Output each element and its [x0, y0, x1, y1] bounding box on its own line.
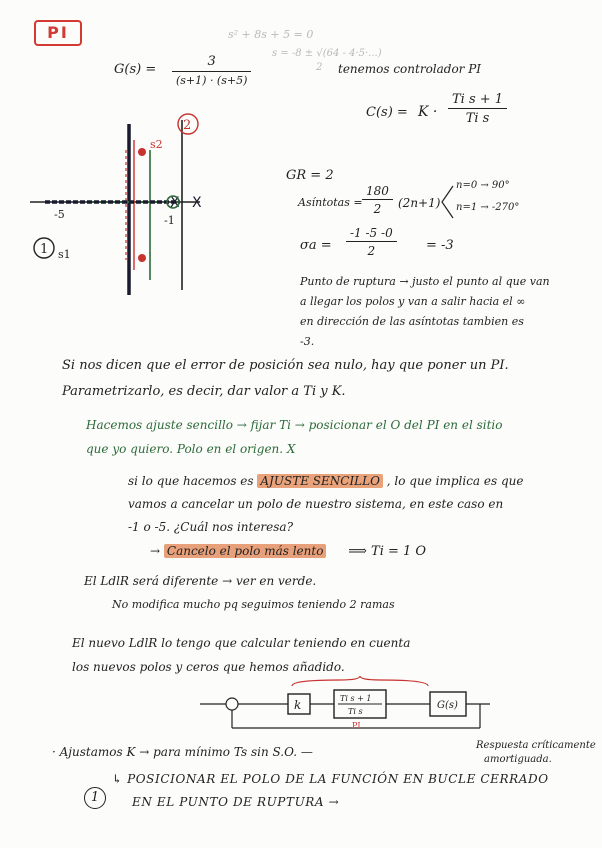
rl-label-s2: s2 [150, 138, 163, 151]
block-pi-label: PI [352, 721, 361, 730]
para1-line-2: Parametrizarlo, es decir, dar valor a Ti y K. [62, 384, 346, 399]
asintotas-n0: n=0 → 90° [456, 180, 510, 191]
block-diagram [200, 676, 500, 732]
cancelo-line [150, 544, 426, 559]
green-line-2: que yo quiero. Polo en el origen. X [86, 442, 296, 456]
final-number-circle [84, 786, 106, 809]
green-line-1: Hacemos ajuste sencillo → fijar Ti → posicionar el O del PI en el sitio [86, 418, 503, 432]
ajuste-line-1 [128, 474, 523, 488]
plant-den: (s+1) · (s+5) [176, 74, 248, 87]
sigma-lhs: σa = [300, 238, 332, 253]
asintotas-label: Asíntotas = [298, 196, 363, 209]
ruptura-line-3: en dirección de las asíntotas tambien es [300, 315, 524, 328]
ldlr-line-2: No modifica mucho pq seguimos teniendo 2 ramas [112, 598, 395, 611]
cancelo-highlight: Cancelo el polo más lento [164, 544, 327, 558]
point-s1-icon [138, 254, 146, 262]
final-line-1: ↳ POSICIONAR EL POLO DE LA FUNCIÓN EN BUCLE CERRADO [112, 772, 549, 786]
block-pi-den: Ti s [348, 707, 363, 716]
ajustamos-note-1: Respuesta críticamente [476, 740, 596, 751]
plant-num: 3 [172, 54, 251, 72]
ruptura-line-4: -3. [300, 335, 315, 348]
pole-minus1-icon: X [170, 195, 180, 211]
ruptura-line-1: Punto de ruptura → justo el punto al que van [300, 275, 550, 288]
asintotas-factor: (2n+1) [398, 196, 441, 210]
para1-line-1: Si nos dicen que el error de posición sea nulo, hay que poner un PI. [62, 358, 509, 373]
block-k: k [294, 698, 302, 712]
ajuste-line-2: vamos a cancelar un polo de nuestro sistema, en este caso en [128, 497, 504, 511]
sigma-fraction [346, 226, 397, 258]
sigma-rhs: = -3 [426, 238, 454, 253]
plant-lhs: G(s) = [114, 62, 157, 77]
cancelo-arrow: → [150, 544, 161, 558]
rl-label-1: 1 [40, 242, 49, 257]
tick-minus1: -1 [164, 214, 175, 227]
quadratic-faint: s = -8 ± √(64 - 4·5·...) [272, 48, 382, 59]
controller-fraction [448, 92, 507, 126]
controller-den: Ti s [465, 111, 490, 126]
ruptura-line-2: a llegar los polos y van a salir hacia el ∞ [300, 295, 526, 308]
plant-fraction [172, 54, 251, 87]
ajuste-line-3: -1 o -5. ¿Cuál nos interesa? [128, 520, 294, 534]
cancelo-rhs: ⟹ Ti = 1 O [348, 544, 427, 559]
tick-minus5: -5 [54, 208, 65, 221]
rl-label-s1: s1 [58, 248, 71, 261]
controller-k: K · [418, 104, 438, 120]
pole-origin-icon: X [192, 195, 202, 211]
angle-bracket-icon [440, 182, 454, 222]
sigma-den: 2 [367, 244, 376, 258]
block-pi-num: Ti s + 1 [340, 694, 372, 703]
brace-icon [292, 676, 428, 686]
asintotas-num: 180 [362, 184, 393, 200]
page-title: PI [34, 20, 82, 46]
block-g: G(s) [437, 700, 458, 711]
sigma-num: -1 -5 -0 [346, 226, 397, 242]
ajuste-pre: si lo que hacemos es [128, 474, 254, 488]
nuevo-line-1: El nuevo LdlR lo tengo que calcular teniendo en cuenta [72, 636, 411, 650]
controller-lhs: C(s) = [366, 105, 408, 120]
nuevo-line-2: los nuevos polos y ceros que hemos añadido. [72, 660, 345, 674]
summing-junction-icon [226, 698, 238, 710]
ajuste-post: , lo que implica es que [386, 474, 524, 488]
ajustamos-note-2: amortiguada. [484, 754, 552, 765]
ajustamos-line: · Ajustamos K → para mínimo Ts sin S.O. — [52, 745, 313, 759]
root-locus-sketch [30, 110, 230, 310]
point-s2-icon [138, 148, 146, 156]
ajuste-highlight: AJUSTE SENCILLO [257, 474, 383, 488]
asintotas-n1: n=1 → -270° [456, 202, 520, 213]
char-equation-faint: s² + 8s + 5 = 0 [228, 28, 314, 41]
rl-label-2: 2 [183, 118, 192, 133]
controller-note: tenemos controlador PI [338, 62, 482, 76]
quadratic-den-faint: 2 [316, 62, 323, 73]
asintotas-fraction [362, 184, 393, 216]
final-line-2: EN EL PUNTO DE RUPTURA → [132, 795, 340, 809]
gr-value: GR = 2 [286, 168, 334, 183]
controller-num: Ti s + 1 [448, 92, 507, 109]
final-number: 1 [84, 787, 106, 809]
ldlr-line-1: El LdlR será diferente → ver en verde. [84, 574, 317, 588]
asintotas-den: 2 [373, 202, 382, 216]
